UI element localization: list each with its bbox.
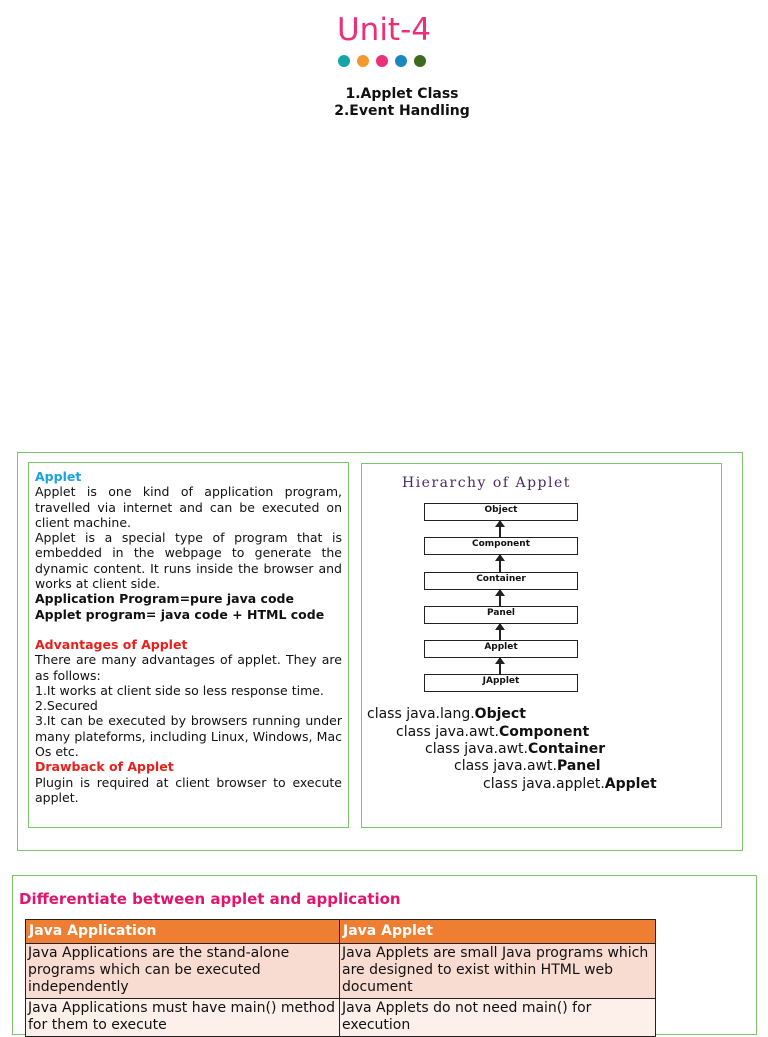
applet-para-1: Applet is one kind of application program, travelled via internet and can be executed on client machine. [35, 484, 342, 530]
drawback-text: Plugin is required at client browser to execute applet. [35, 774, 342, 805]
page-title: Unit-4 [336, 12, 431, 48]
formula-applet: Applet program= java code + HTML code [35, 606, 325, 622]
dot-teal [338, 55, 350, 67]
hierarchy-box-container: Container [424, 572, 578, 590]
formula-application: Application Program=pure java code [35, 591, 294, 607]
comparison-title: Differentiate between applet and application [19, 890, 401, 908]
class-prefix: class java.applet. [483, 776, 605, 792]
table-cell: Java Applications must have main() method for them to execute [26, 999, 340, 1037]
decorative-dots [338, 55, 426, 67]
comparison-section [12, 875, 757, 1035]
advantage-item-3: 3.It can be executed by browsers running under many plateforms, including Linux, Windows, Mac Os etc. [35, 713, 342, 760]
class-prefix: class java.lang. [367, 706, 475, 722]
header-java-applet: Java Applet [340, 920, 656, 944]
dot-blue [395, 55, 407, 67]
dot-pink [376, 55, 388, 67]
applet-description-panel [28, 462, 349, 828]
drawback-heading: Drawback of Applet [35, 759, 174, 775]
table-row [26, 944, 656, 999]
class-prefix: class java.awt. [396, 724, 499, 740]
advantage-item-2: 2.Secured [35, 698, 98, 714]
class-line-component [396, 724, 589, 741]
hierarchy-box-component: Component [424, 537, 578, 555]
toc-item-1: 1.Applet Class [345, 86, 459, 102]
arrow-up-icon [499, 658, 501, 674]
spacer [35, 622, 342, 637]
class-name: Panel [556, 758, 601, 774]
class-line-container [425, 741, 605, 758]
hierarchy-box-object: Object [424, 503, 578, 521]
arrow-up-icon [499, 624, 501, 640]
advantages-intro: There are many advantages of applet. They are as follows: [35, 652, 342, 683]
table-cell: Java Applications are the stand-alone programs which can be executed independently [26, 944, 340, 999]
hierarchy-box-japplet: JApplet [424, 674, 578, 692]
table-row [26, 999, 656, 1037]
table-cell: Java Applets do not need main() for execution [340, 999, 656, 1037]
hierarchy-box-applet: Applet [424, 640, 578, 658]
comparison-table [25, 919, 656, 1037]
arrow-up-icon [499, 555, 501, 572]
class-line-applet [483, 776, 657, 793]
arrow-up-icon [499, 521, 501, 537]
dot-orange [357, 55, 369, 67]
class-name: Object [474, 706, 526, 722]
class-name: Container [527, 741, 606, 757]
class-line-panel [454, 758, 601, 775]
class-name: Applet [604, 776, 657, 792]
advantage-item-1: 1.It works at client side so less response time. [35, 682, 324, 698]
table-header-row [26, 920, 656, 944]
arrow-up-icon [499, 590, 501, 606]
table-of-contents [0, 86, 768, 120]
applet-para-2: Applet is a special type of program that is embedded in the webpage to generate the dynamic content. It runs inside the browser and works at client side. [35, 530, 342, 592]
dot-green [414, 55, 426, 67]
toc-item-2: 2.Event Handling [334, 103, 470, 119]
class-name: Component [498, 724, 590, 740]
advantages-heading: Advantages of Applet [35, 636, 188, 652]
class-line-object [367, 706, 526, 723]
hierarchy-box-panel: Panel [424, 606, 578, 624]
header-java-application: Java Application [26, 920, 340, 944]
class-prefix: class java.awt. [454, 758, 557, 774]
table-cell: Java Applets are small Java programs which are designed to exist within HTML web document [340, 944, 656, 999]
hierarchy-panel [361, 463, 722, 828]
class-prefix: class java.awt. [425, 741, 528, 757]
applet-heading: Applet [35, 469, 82, 484]
hierarchy-title: Hierarchy of Applet [402, 475, 571, 491]
